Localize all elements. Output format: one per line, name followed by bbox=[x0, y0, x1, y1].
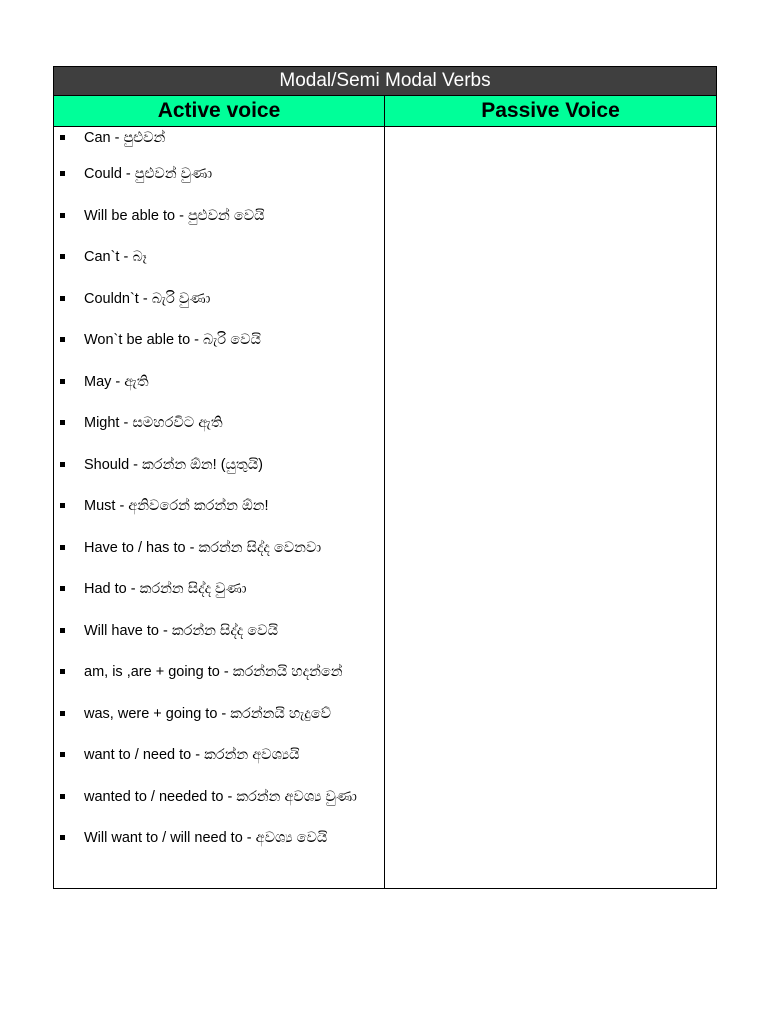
list-item bbox=[54, 373, 384, 392]
bullet-icon bbox=[60, 135, 65, 140]
list-item bbox=[54, 290, 384, 309]
active-voice-header: Active voice bbox=[54, 96, 385, 127]
list-item bbox=[54, 663, 384, 682]
bullet-icon bbox=[60, 794, 65, 799]
list-item-text: Had to - කරන්න සිද්ද වුණා bbox=[84, 581, 247, 597]
bullet-icon bbox=[60, 213, 65, 218]
list-item-text: Must - අනිවරෙන් කරන්න ඕන! bbox=[84, 498, 269, 514]
list-item bbox=[54, 705, 384, 724]
list-item-text: Will have to - කරන්න සිද්ද වෙයි bbox=[84, 622, 278, 639]
list-item-text: May - ඇති bbox=[84, 373, 149, 390]
list-item-text: Can`t - බෑ bbox=[84, 249, 147, 265]
list-item bbox=[54, 456, 384, 475]
body-row bbox=[54, 127, 717, 889]
list-item-text: am, is ,are + going to - කරන්නයි හදන්නේ bbox=[84, 664, 343, 680]
modal-verbs-table bbox=[53, 66, 717, 889]
title-row bbox=[54, 67, 717, 96]
list-item bbox=[54, 746, 384, 765]
list-item bbox=[54, 539, 384, 558]
list-item-text: Might - සමහරවිට ඇති bbox=[84, 415, 223, 431]
list-item-text: wanted to / needed to - කරන්න අවශ්‍ය වුණා bbox=[84, 788, 357, 805]
bullet-icon bbox=[60, 171, 65, 176]
bullet-icon bbox=[60, 835, 65, 840]
list-item bbox=[54, 580, 384, 599]
list-item-text: Will be able to - පුළුවන් වෙයි bbox=[84, 207, 265, 224]
bullet-icon bbox=[60, 711, 65, 716]
bullet-icon bbox=[60, 379, 65, 384]
list-item bbox=[54, 829, 384, 848]
bullet-icon bbox=[60, 296, 65, 301]
bullet-icon bbox=[60, 545, 65, 550]
bullet-icon bbox=[60, 420, 65, 425]
active-verb-list bbox=[54, 127, 384, 848]
list-item bbox=[54, 497, 384, 516]
list-item-text: was, were + going to - කරන්නයි හැදුවේ bbox=[84, 705, 332, 722]
list-item bbox=[54, 414, 384, 433]
bullet-icon bbox=[60, 254, 65, 259]
list-item-text: Should - කරන්න ඕන! (යුතුයි) bbox=[84, 456, 264, 473]
list-item bbox=[54, 788, 384, 807]
list-item bbox=[54, 207, 384, 226]
bullet-icon bbox=[60, 628, 65, 633]
bullet-icon bbox=[60, 752, 65, 757]
passive-voice-cell bbox=[385, 127, 717, 889]
active-voice-cell bbox=[54, 127, 385, 889]
list-item-text: Won`t be able to - බැරි වෙයි bbox=[84, 332, 261, 348]
bullet-icon bbox=[60, 462, 65, 467]
bullet-icon bbox=[60, 337, 65, 342]
header-row bbox=[54, 96, 717, 127]
list-item-text: Could - පුළුවන් වුණා bbox=[84, 166, 213, 182]
list-item-text: Will want to / will need to - අවශ්‍ය වෙයි bbox=[84, 830, 328, 846]
passive-voice-header: Passive Voice bbox=[385, 96, 717, 127]
list-item-text: Couldn`t - බැරි වුණා bbox=[84, 290, 211, 307]
bullet-icon bbox=[60, 669, 65, 674]
bullet-icon bbox=[60, 586, 65, 591]
bullet-icon bbox=[60, 503, 65, 508]
table-title: Modal/Semi Modal Verbs bbox=[54, 67, 717, 96]
list-item bbox=[54, 622, 384, 641]
list-item bbox=[54, 331, 384, 350]
list-item bbox=[54, 165, 384, 184]
list-item-text: Can - පුළුවන් bbox=[84, 130, 166, 146]
list-item bbox=[54, 248, 384, 267]
list-item-text: Have to / has to - කරන්න සිද්ද වෙනවා bbox=[84, 539, 322, 556]
list-item bbox=[54, 129, 384, 148]
list-item-text: want to / need to - කරන්න අවශ්‍යයි bbox=[84, 747, 300, 763]
